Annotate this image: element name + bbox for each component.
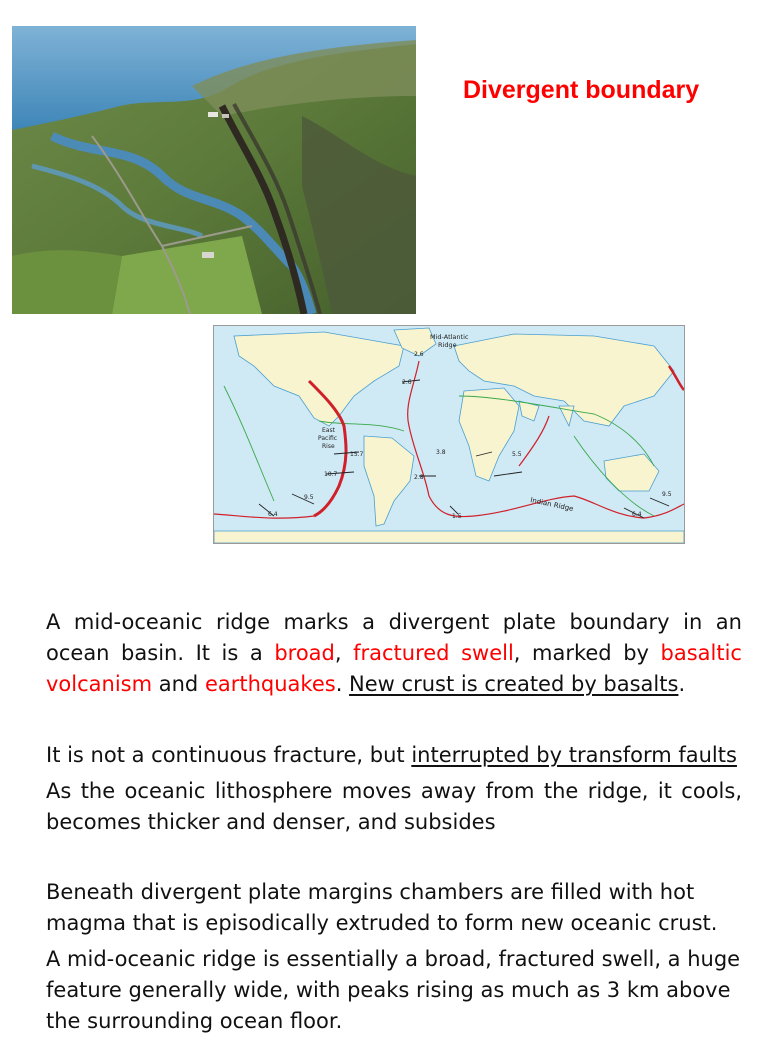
slide-title: Divergent boundary [463, 76, 700, 104]
map-rate: 9.5 [662, 491, 672, 498]
map-rate: 6.4 [632, 511, 642, 518]
text: , [334, 641, 354, 665]
text: It is not a continuous fracture, but [46, 743, 412, 767]
text: . [335, 672, 350, 696]
text: A mid-oceanic ridge marks a divergent plate boundary in an ocean basin. It is a [46, 610, 742, 665]
map-rate: 2.6 [414, 351, 424, 358]
map-label-indian-ridge: Indian Ridge [529, 496, 575, 514]
text: . [678, 672, 686, 696]
map-label-east-pacific-3: Rise [322, 443, 335, 450]
map-label-mid-atlantic-2: Ridge [438, 341, 457, 349]
rift-valley-illustration [12, 26, 416, 314]
map-rate: 9.5 [304, 494, 314, 501]
map-rate: 15.7 [350, 451, 364, 458]
paragraph-magma-chambers: Beneath divergent plate margins chambers are filled with hot magma that is episodically extruded to form new oceanic crust. [46, 880, 718, 935]
ridge-map-illustration [214, 326, 684, 543]
map-label-east-pacific-1: East [322, 427, 335, 434]
map-rate: 3.8 [436, 449, 446, 456]
highlight-earthquakes: earthquakes [204, 672, 336, 696]
map-label-east-pacific-2: Pacific [318, 435, 338, 442]
map-rate: 10.7 [324, 471, 338, 478]
map-rate: 6.4 [268, 511, 278, 518]
highlight-broad: broad [274, 641, 335, 665]
highlight-basaltic-volcanism: basaltic volcanism [46, 641, 742, 696]
map-rate: 1.5 [452, 513, 462, 520]
paragraph-transform-faults [46, 740, 742, 771]
text: and [152, 672, 205, 696]
underlined-transform-faults: interrupted by transform faults [411, 743, 737, 767]
map-rate: 2.6 [402, 379, 412, 386]
ridge-map [213, 325, 685, 544]
text: , marked by [513, 641, 661, 665]
map-label-mid-atlantic-1: Mid-Atlantic [430, 333, 469, 341]
map-rate: 2.8 [414, 474, 424, 481]
underlined-new-crust: New crust is created by basalts [349, 672, 679, 696]
map-rate: 5.5 [512, 451, 522, 458]
paragraph-lithosphere-cooling: As the oceanic lithosphere moves away from the ridge, it cools, becomes thicker and denser, and subsides [46, 779, 742, 834]
highlight-fractured-swell: fractured swell [353, 641, 514, 665]
paragraph-ridge-swell: A mid-oceanic ridge is essentially a broad, fractured swell, a huge feature generally wide, with peaks rising as much as 3 km above the surrounding ocean floor. [46, 947, 741, 1033]
rift-valley-photo [12, 26, 416, 314]
paragraph-ridge-definition [46, 607, 742, 700]
